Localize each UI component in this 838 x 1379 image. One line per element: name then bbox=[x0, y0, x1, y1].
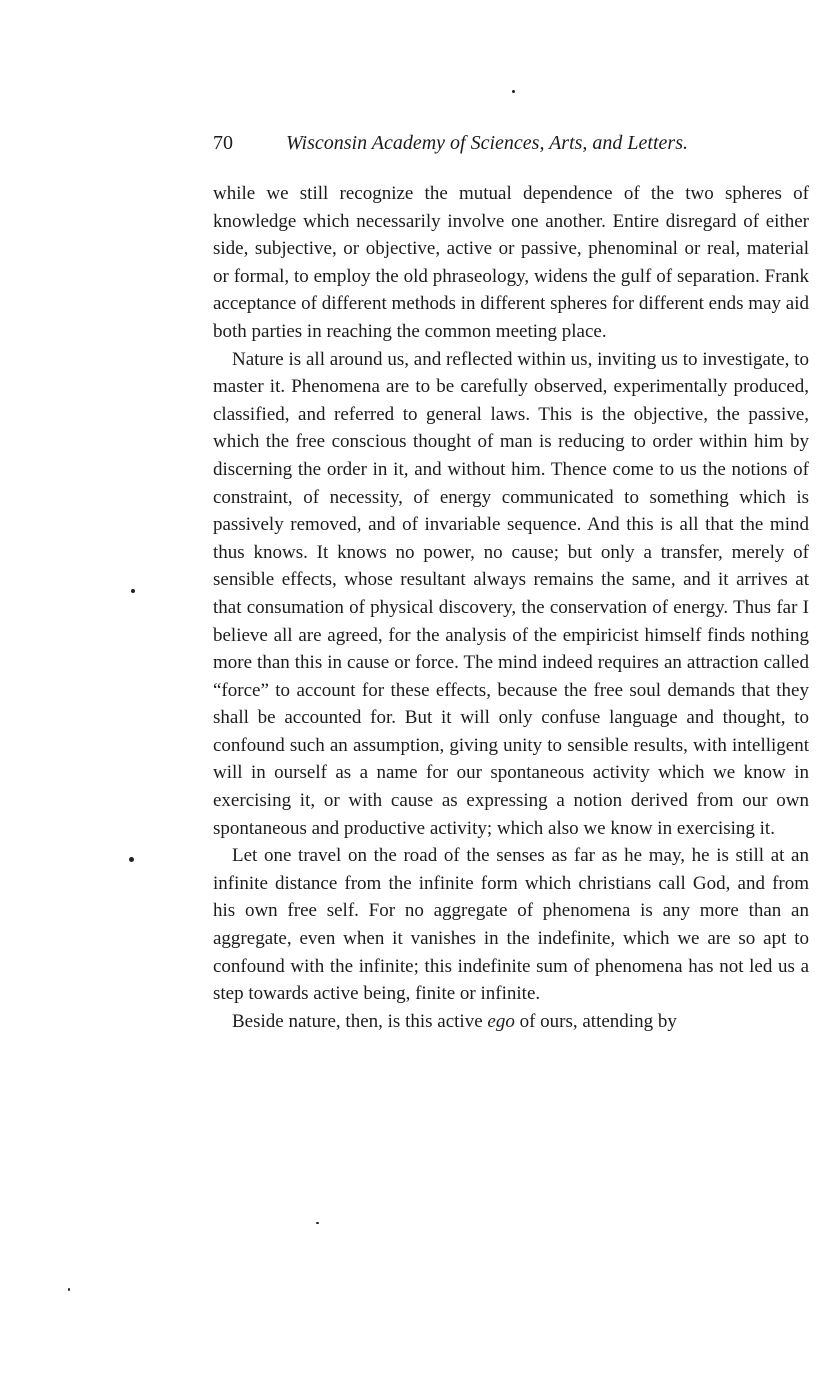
paragraph bbox=[213, 842, 809, 1008]
paragraph bbox=[213, 346, 809, 843]
page-number: 70 bbox=[213, 132, 233, 154]
scan-speck bbox=[129, 857, 134, 862]
paragraph-text: while we still recognize the mutual dependence of the two spheres of knowledge which necessarily involve one another. Entire disregard of either side, subjective, or objective, active or passive, phenominal or real, material or formal, to employ the old phraseology, widens the gulf of separation. Frank acceptance of different methods in different spheres for different ends may aid both parties in reaching the common meeting place. bbox=[213, 183, 809, 342]
paragraph-text: Let one travel on the road of the senses as far as he may, he is still at an infinite distance from the infinite form which christians call God, and from his own free self. For no aggregate of phenomena is any more than an aggregate, even when it vanishes in the indefinite, which we are so apt to confound with the infinite; this indefinite sum of phenomena has not led us a step towards active being, finite or infinite. bbox=[213, 845, 809, 1005]
scan-speck bbox=[512, 90, 515, 93]
scan-speck bbox=[68, 1288, 70, 1291]
running-header bbox=[213, 128, 773, 158]
paragraph-last bbox=[213, 1008, 809, 1036]
scan-speck bbox=[316, 1222, 319, 1224]
italic-word: ego bbox=[487, 1010, 515, 1032]
paragraph-text-tail: of ours, attending by bbox=[514, 1010, 677, 1032]
body-text bbox=[213, 180, 809, 1035]
paragraph-text: Nature is all around us, and reflected within us, inviting us to investigate, to master it. Phenomena are to be carefully observed, experimentally produced, classified, and referred to general laws. This is the objective, the passive, which the free conscious thought of man is reducing to order within him by discerning the order in it, and without him. Thence come to us the notions of constraint, of necessity, of energy communicated to something which is passively removed, and of invariable sequence. And this is all that the mind thus knows. It knows no power, no cause; but only a transfer, merely of sensible effects, whose resultant always remains the same, and it arrives at that consumation of physical discovery, the conservation of energy. Thus far I believe all are agreed, for the analysis of the empiricist himself finds nothing more than this in cause or force. The mind indeed requires an attraction called “force” to account for these effects, because the free soul demands that they shall be accounted for. But it will only confuse language and thought, to confound such an assumption, giving unity to sensible results, with intelligent will in ourself as a name for our spontaneous activity which we know in exercising it, or with cause as expressing a notion derived from our own spontaneous and productive activity; which also we know in exercising it. bbox=[213, 348, 809, 839]
scan-speck bbox=[131, 589, 135, 593]
paragraph-continued bbox=[213, 180, 809, 346]
running-title: Wisconsin Academy of Sciences, Arts, and Letters. bbox=[286, 132, 688, 154]
paragraph-text: Beside nature, then, is this active bbox=[232, 1010, 488, 1032]
